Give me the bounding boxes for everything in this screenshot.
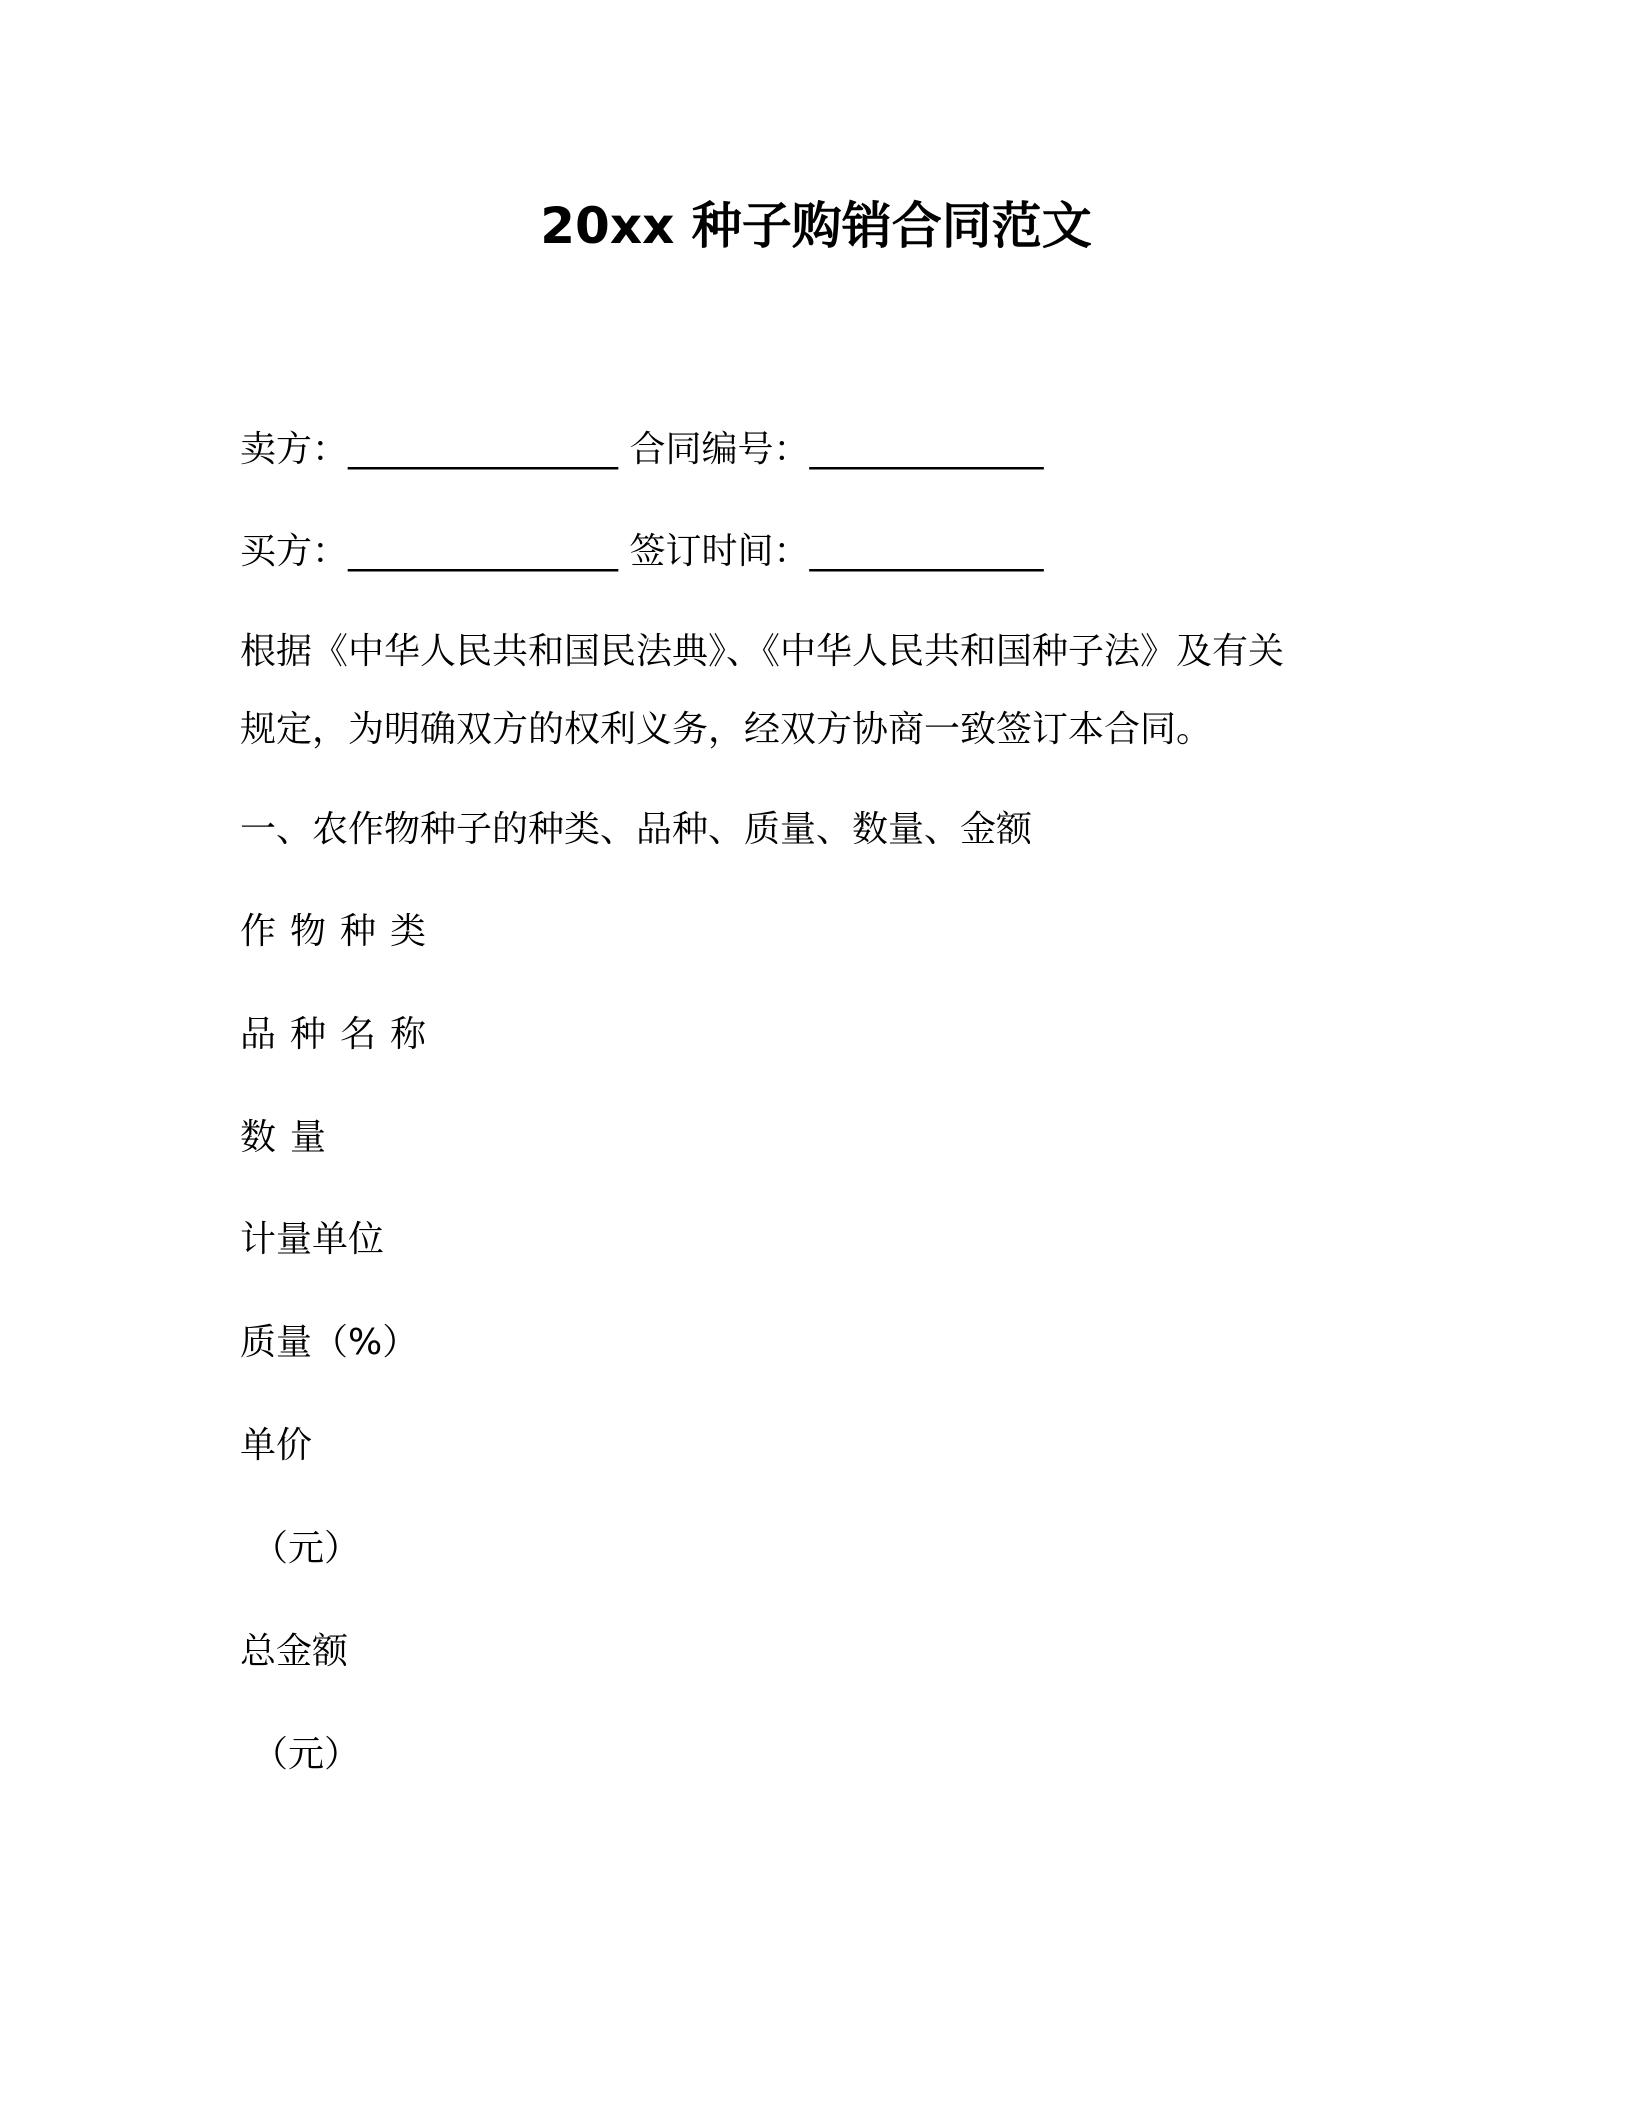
item-unit-price-currency: （元） — [252, 1528, 361, 1569]
seller-contract-number-line: 卖方：_______________ 合同编号：_____________ — [240, 429, 1044, 470]
item-crop-type: 作物种类 — [240, 911, 441, 952]
section-1-heading: 一、农作物种子的种类、品种、质量、数量、金额 — [240, 809, 1033, 850]
item-variety-name: 品种名称 — [240, 1014, 441, 1055]
item-unit-of-measure: 计量单位 — [240, 1219, 385, 1260]
preamble-line-1: 根据《中华人民共和国民法典》、《中华人民共和国种子法》及有关 — [240, 631, 1285, 672]
preamble-line-2: 规定，为明确双方的权利义务，经双方协商一致签订本合同。 — [240, 709, 1213, 750]
item-total-amount: 总金额 — [240, 1631, 349, 1672]
item-unit-price: 单价 — [240, 1425, 313, 1466]
item-quality: 质量（%） — [240, 1322, 419, 1363]
item-quantity: 数量 — [240, 1117, 341, 1158]
item-total-amount-currency: （元） — [252, 1734, 361, 1775]
buyer-signing-date-line: 买方：_______________ 签订时间：_____________ — [240, 531, 1044, 572]
document-title: 20xx 种子购销合同范文 — [540, 197, 1092, 255]
